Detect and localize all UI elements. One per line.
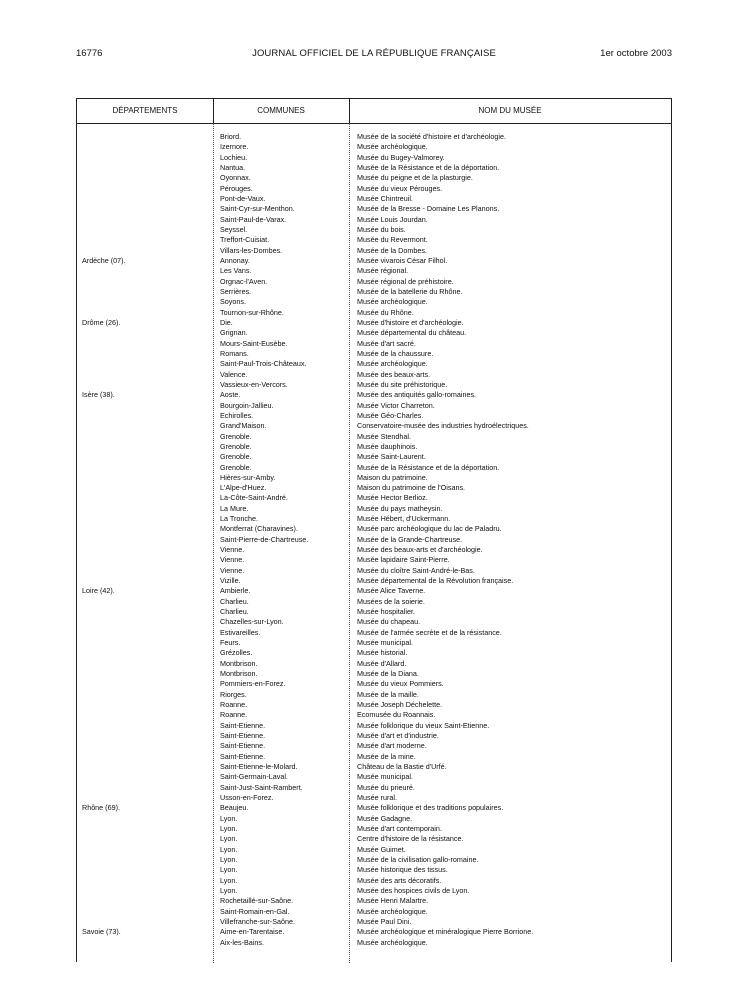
- cell-commune: Grenoble.: [220, 452, 252, 462]
- cell-musee: Musée du bois.: [357, 224, 406, 234]
- table-row: [76, 204, 672, 214]
- table-row: [76, 803, 672, 813]
- cell-commune: Roanne.: [220, 710, 248, 720]
- cell-musee: Musée du vieux Pérouges.: [357, 183, 443, 193]
- cell-commune: Annonay.: [220, 255, 250, 265]
- column-header-departements: DÉPARTEMENTS: [112, 106, 178, 115]
- table-row: [76, 132, 672, 142]
- cell-musee: Musée rural.: [357, 793, 397, 802]
- cell-musee: Musée Louis Jourdan.: [357, 214, 428, 224]
- cell-commune: Serrières.: [220, 286, 252, 296]
- table-row: [76, 876, 672, 886]
- cell-commune: Saint-Paul-de-Varax.: [220, 214, 287, 224]
- cell-musee: Musée historial.: [357, 648, 408, 658]
- cell-musee: Musée archéologique.: [357, 906, 428, 916]
- table-row: [76, 246, 672, 256]
- cell-musee: Musée Guimet.: [357, 844, 406, 854]
- table-row: [76, 370, 672, 380]
- cell-musee: Musée de la Bresse - Domaine Les Planons.: [357, 204, 500, 214]
- table-row: [76, 700, 672, 710]
- table-row: [76, 669, 672, 679]
- cell-musee: Musée Alice Taverne.: [357, 586, 426, 596]
- cell-musee: Musée folklorique et des traditions populaires.: [357, 803, 504, 813]
- table-row: [76, 793, 672, 803]
- cell-musee: Musée d'histoire et d'archéologie.: [357, 317, 464, 327]
- cell-commune: Chazelles-sur-Lyon.: [220, 617, 284, 627]
- table-row: [76, 287, 672, 297]
- cell-musee: Musée archéologique.: [357, 937, 428, 947]
- cell-commune: Ambierle.: [220, 586, 251, 596]
- table-row: [76, 359, 672, 369]
- table-row: [76, 783, 672, 793]
- cell-musee: Ecomusée du Roannais.: [357, 710, 436, 720]
- cell-commune: Saint-Germain-Laval.: [220, 772, 288, 782]
- table-row: [76, 597, 672, 607]
- cell-musee: Musée de la Diana.: [357, 669, 419, 679]
- table-row: [76, 390, 672, 400]
- cell-commune: Saint-Etienne.: [220, 731, 266, 741]
- table-row: [76, 349, 672, 359]
- cell-musee: Musée des beaux-arts et d'archéologie.: [357, 545, 483, 555]
- cell-musee: Musée Henri Malartre.: [357, 896, 429, 906]
- cell-commune: Saint-Romain-en-Gal.: [220, 906, 290, 916]
- cell-musee: Musée d'art moderne.: [357, 741, 427, 751]
- table-row: [76, 463, 672, 473]
- cell-commune: Mours-Saint-Eusèbe.: [220, 338, 288, 348]
- cell-commune: Montbrison.: [220, 669, 258, 679]
- cell-commune: Montferrat (Charavines).: [220, 524, 298, 534]
- column-divider: [213, 99, 214, 123]
- cell-musee: Musée du Rhône.: [357, 307, 414, 317]
- table-row: [76, 493, 672, 503]
- table-row: [76, 411, 672, 421]
- cell-musee: Musée du cloître Saint-André-le-Bas.: [357, 565, 475, 575]
- table-row: [76, 607, 672, 617]
- cell-commune: Saint-Etienne.: [220, 720, 266, 730]
- cell-commune: Pont-de-Vaux.: [220, 193, 266, 203]
- cell-commune: Grenoble.: [220, 441, 252, 451]
- cell-musee: Musée de la Dombes.: [357, 245, 427, 255]
- cell-musee: Musée de la Grande-Chartreuse.: [357, 534, 463, 544]
- cell-commune: Vizille.: [220, 576, 241, 586]
- table-row: [76, 514, 672, 524]
- cell-commune: Saint-Just-Saint-Rambert.: [220, 782, 303, 792]
- cell-commune: Montbrison.: [220, 658, 258, 668]
- table-row: [76, 927, 672, 937]
- cell-commune: Vienne.: [220, 565, 245, 575]
- cell-commune: Saint-Etienne.: [220, 751, 266, 761]
- cell-commune: L'Alpe-d'Huez.: [220, 483, 267, 493]
- cell-musee: Musée départemental de la Révolution française.: [357, 576, 514, 586]
- cell-commune: Grenoble.: [220, 462, 252, 472]
- table-row: [76, 432, 672, 442]
- cell-commune: Vassieux-en-Vercors.: [220, 379, 288, 389]
- cell-commune: Grand'Maison.: [220, 421, 267, 431]
- cell-musee: Musée Joseph Déchelette.: [357, 700, 443, 710]
- cell-commune: Aime-en-Tarentaise.: [220, 927, 285, 937]
- table-header: [77, 99, 671, 124]
- cell-commune: Pérouges.: [220, 183, 253, 193]
- cell-commune: La Tronche.: [220, 514, 258, 524]
- table-row: [76, 277, 672, 287]
- table-row: [76, 452, 672, 462]
- cell-departement: Isère (38).: [82, 390, 115, 400]
- cell-commune: Lyon.: [220, 823, 238, 833]
- cell-commune: Feurs.: [220, 638, 241, 648]
- publication-date: 1er octobre 2003: [600, 48, 672, 59]
- cell-commune: Pommiers-en-Forez.: [220, 679, 286, 689]
- cell-musee: Conservatoire-musée des industries hydroélectriques.: [357, 421, 529, 431]
- cell-musee: Musée archéologique.: [357, 297, 428, 307]
- cell-musee: Musée de la chaussure.: [357, 348, 434, 358]
- table-row: [76, 442, 672, 452]
- table-row: [76, 679, 672, 689]
- column-header-communes: COMMUNES: [257, 106, 305, 115]
- cell-commune: Vienne.: [220, 555, 245, 565]
- cell-musee: Maison du patrimoine de l'Oisans.: [357, 483, 466, 493]
- cell-commune: Echirolles.: [220, 410, 254, 420]
- table-row: [76, 524, 672, 534]
- cell-commune: Tournon-sur-Rhône.: [220, 307, 284, 317]
- cell-commune: Briord.: [220, 132, 242, 141]
- table-row: [76, 865, 672, 875]
- cell-commune: Saint-Etienne-le-Molard.: [220, 762, 298, 772]
- cell-musee: Musée d'art et d'industrie.: [357, 731, 439, 741]
- cell-musee: Musée de la société d'histoire et d'archéologie.: [357, 132, 506, 141]
- table-row: [76, 659, 672, 669]
- cell-commune: Hières-sur-Amby.: [220, 472, 276, 482]
- cell-commune: Treffort-Cuisiat.: [220, 235, 270, 245]
- cell-musee: Musée du chapeau.: [357, 617, 421, 627]
- table-row: [76, 824, 672, 834]
- cell-commune: Les Vans.: [220, 266, 252, 276]
- cell-musee: Musée hospitalier.: [357, 607, 415, 617]
- table-row: [76, 710, 672, 720]
- table-row: [76, 855, 672, 865]
- cell-commune: Estivareilles.: [220, 627, 261, 637]
- cell-commune: Oyonnax.: [220, 173, 251, 183]
- page-header: [76, 48, 672, 62]
- table-row: [76, 142, 672, 152]
- cell-musee: Musée Victor Charreton.: [357, 400, 435, 410]
- cell-commune: Villefranche-sur-Saône.: [220, 916, 295, 926]
- table-row: [76, 266, 672, 276]
- cell-musee: Château de la Bastie d'Urfé.: [357, 762, 447, 772]
- cell-departement: Drôme (26).: [82, 317, 121, 327]
- cell-musee: Musée de la Résistance et de la déportation.: [357, 462, 500, 472]
- cell-commune: Lyon.: [220, 875, 238, 885]
- cell-musee: Musée vivarois César Filhol.: [357, 255, 448, 265]
- table-row: [76, 504, 672, 514]
- cell-musee: Musée folklorique du vieux Saint-Etienne.: [357, 720, 490, 730]
- cell-commune: Saint-Etienne.: [220, 741, 266, 751]
- cell-commune: La-Côte-Saint-André.: [220, 493, 288, 503]
- cell-musee: Musée historique des tissus.: [357, 865, 448, 875]
- cell-musee: Musée Saint-Laurent.: [357, 452, 426, 462]
- table-row: [76, 483, 672, 493]
- cell-musee: Musée d'art sacré.: [357, 338, 416, 348]
- cell-musee: Musée départemental du château.: [357, 328, 467, 338]
- cell-musee: Musée archéologique.: [357, 359, 428, 369]
- table-row: [76, 845, 672, 855]
- cell-commune: Grignan.: [220, 328, 248, 338]
- cell-musee: Musée de la mine.: [357, 751, 416, 761]
- cell-departement: Ardèche (07).: [82, 255, 126, 265]
- table-row: [76, 617, 672, 627]
- cell-commune: Saint-Pierre-de-Chartreuse.: [220, 534, 309, 544]
- cell-commune: Die.: [220, 317, 233, 327]
- table-row: [76, 648, 672, 658]
- cell-commune: Charlieu.: [220, 607, 249, 617]
- cell-commune: Aix-les-Bains.: [220, 937, 264, 947]
- cell-commune: Saint-Paul-Trois-Châteaux.: [220, 359, 307, 369]
- table-row: [76, 721, 672, 731]
- cell-musee: Musée d'art contemporain.: [357, 823, 442, 833]
- cell-musee: Musée des beaux-arts.: [357, 369, 431, 379]
- cell-commune: Bourgoin-Jallieu.: [220, 400, 274, 410]
- table-row: [76, 886, 672, 896]
- cell-musee: Musée dauphinois.: [357, 441, 418, 451]
- cell-musee: Musée Gadagne.: [357, 813, 413, 823]
- cell-musee: Musée Géo-Charles.: [357, 410, 424, 420]
- cell-musee: Musées de la soierie.: [357, 596, 425, 606]
- cell-musee: Musée municipal.: [357, 638, 413, 648]
- cell-commune: Orgnac-l'Aven.: [220, 276, 268, 286]
- cell-musee: Musée du vieux Pommiers.: [357, 679, 444, 689]
- cell-commune: Grézolles.: [220, 648, 253, 658]
- cell-commune: Lyon.: [220, 885, 238, 895]
- table-row: [76, 194, 672, 204]
- cell-commune: Valence.: [220, 369, 248, 379]
- table-row: [76, 297, 672, 307]
- cell-musee: Musée régional.: [357, 266, 409, 276]
- table-row: [76, 814, 672, 824]
- cell-commune: Vienne.: [220, 545, 245, 555]
- cell-commune: Charlieu.: [220, 596, 249, 606]
- cell-musee: Musée d'Allard.: [357, 658, 407, 668]
- table-row: [76, 566, 672, 576]
- cell-musee: Musée du Bugey-Valmorey.: [357, 152, 445, 162]
- column-divider: [349, 99, 350, 123]
- cell-musee: Musée archéologique.: [357, 142, 428, 152]
- cell-departement: Rhône (69).: [82, 803, 120, 813]
- cell-commune: Romans.: [220, 348, 249, 358]
- table-row: [76, 917, 672, 927]
- cell-musee: Musée du prieuré.: [357, 782, 415, 792]
- table-row: [76, 907, 672, 917]
- cell-musee: Musée Stendhal.: [357, 431, 411, 441]
- cell-commune: Lyon.: [220, 844, 238, 854]
- table-row: [76, 225, 672, 235]
- table-row: [76, 173, 672, 183]
- cell-musee: Musée Hector Berlioz.: [357, 493, 428, 503]
- cell-musee: Maison du patrimoine.: [357, 472, 428, 482]
- table-row: [76, 752, 672, 762]
- table-row: [76, 308, 672, 318]
- cell-musee: Musée du pays matheysin.: [357, 503, 443, 513]
- table-row: [76, 328, 672, 338]
- cell-musee: Musée régional de préhistoire.: [357, 276, 454, 286]
- cell-musee: Musée Hébert, d'Uckermann.: [357, 514, 451, 524]
- cell-commune: Lyon.: [220, 865, 238, 875]
- table-row: [76, 545, 672, 555]
- cell-musee: Musée du Revermont.: [357, 235, 428, 245]
- cell-departement: Savoie (73).: [82, 927, 121, 937]
- journal-title: JOURNAL OFFICIEL DE LA RÉPUBLIQUE FRANÇAISE: [252, 48, 496, 59]
- cell-musee: Musée parc archéologique du lac de Paladru.: [357, 524, 502, 534]
- table-row: [76, 235, 672, 245]
- table-row: [76, 473, 672, 483]
- cell-musee: Musée des antiquités gallo-romaines.: [357, 390, 477, 400]
- cell-musee: Musée des arts décoratifs.: [357, 875, 442, 885]
- table-row: [76, 938, 672, 948]
- table-row: [76, 421, 672, 431]
- cell-commune: Villars-les-Dombes.: [220, 245, 283, 255]
- cell-commune: Nantua.: [220, 162, 246, 172]
- cell-commune: Lyon.: [220, 834, 238, 844]
- cell-musee: Musée du peigne et de la plasturgie.: [357, 173, 473, 183]
- cell-musee: Musée de la maille.: [357, 689, 419, 699]
- cell-musee: Musée municipal.: [357, 772, 413, 782]
- cell-musee: Musée lapidaire Saint-Pierre.: [357, 555, 450, 565]
- cell-musee: Musée de la civilisation gallo-romaine.: [357, 854, 479, 864]
- cell-commune: Roanne.: [220, 700, 248, 710]
- cell-musee: Centre d'histoire de la résistance.: [357, 834, 464, 844]
- table-row: [76, 555, 672, 565]
- cell-departement: Loire (42).: [82, 586, 115, 596]
- table-row: [76, 772, 672, 782]
- table-row: [76, 380, 672, 390]
- cell-musee: Musée Chintreuil.: [357, 193, 413, 203]
- table-row: [76, 762, 672, 772]
- cell-musee: Musée de la Résistance et de la déportation.: [357, 162, 500, 172]
- cell-musee: Musée de l'armée secrète et de la résistance.: [357, 627, 502, 637]
- cell-musee: Musée du site préhistorique.: [357, 379, 448, 389]
- table-row: [76, 741, 672, 751]
- table-row: [76, 535, 672, 545]
- cell-musee: Musée archéologique et minéralogique Pierre Borrione.: [357, 927, 534, 937]
- cell-commune: Lyon.: [220, 854, 238, 864]
- cell-commune: Seyssel.: [220, 224, 248, 234]
- table-row: [76, 576, 672, 586]
- cell-commune: Grenoble.: [220, 431, 252, 441]
- table-row: [76, 256, 672, 266]
- table-body: [76, 132, 672, 948]
- cell-commune: La Mure.: [220, 503, 249, 513]
- table-row: [76, 401, 672, 411]
- cell-commune: Saint-Cyr-sur-Menthon.: [220, 204, 295, 214]
- table-row: [76, 184, 672, 194]
- table-row: [76, 896, 672, 906]
- cell-musee: Musée de la batellerie du Rhône.: [357, 286, 463, 296]
- cell-commune: Izernore.: [220, 142, 249, 152]
- cell-commune: Beaujeu.: [220, 803, 249, 813]
- table-row: [76, 586, 672, 596]
- table-row: [76, 153, 672, 163]
- cell-commune: Rochetaillé-sur-Saône.: [220, 896, 294, 906]
- table-row: [76, 638, 672, 648]
- cell-musee: Musée des hospices civils de Lyon.: [357, 885, 470, 895]
- table-row: [76, 215, 672, 225]
- table-row: [76, 690, 672, 700]
- cell-commune: Soyons.: [220, 297, 246, 307]
- cell-commune: Lyon.: [220, 813, 238, 823]
- cell-commune: Usson-en-Forez.: [220, 793, 274, 802]
- page-number: 16776: [76, 48, 103, 59]
- cell-commune: Lochieu.: [220, 152, 248, 162]
- column-header-nom-du-musee: NOM DU MUSÉE: [478, 106, 542, 115]
- table-row: [76, 731, 672, 741]
- cell-commune: Aoste.: [220, 390, 241, 400]
- table-row: [76, 834, 672, 844]
- table-row: [76, 339, 672, 349]
- cell-musee: Musée Paul Dini.: [357, 916, 412, 926]
- cell-commune: Riorges.: [220, 689, 247, 699]
- table-row: [76, 318, 672, 328]
- table-row: [76, 163, 672, 173]
- table-row: [76, 628, 672, 638]
